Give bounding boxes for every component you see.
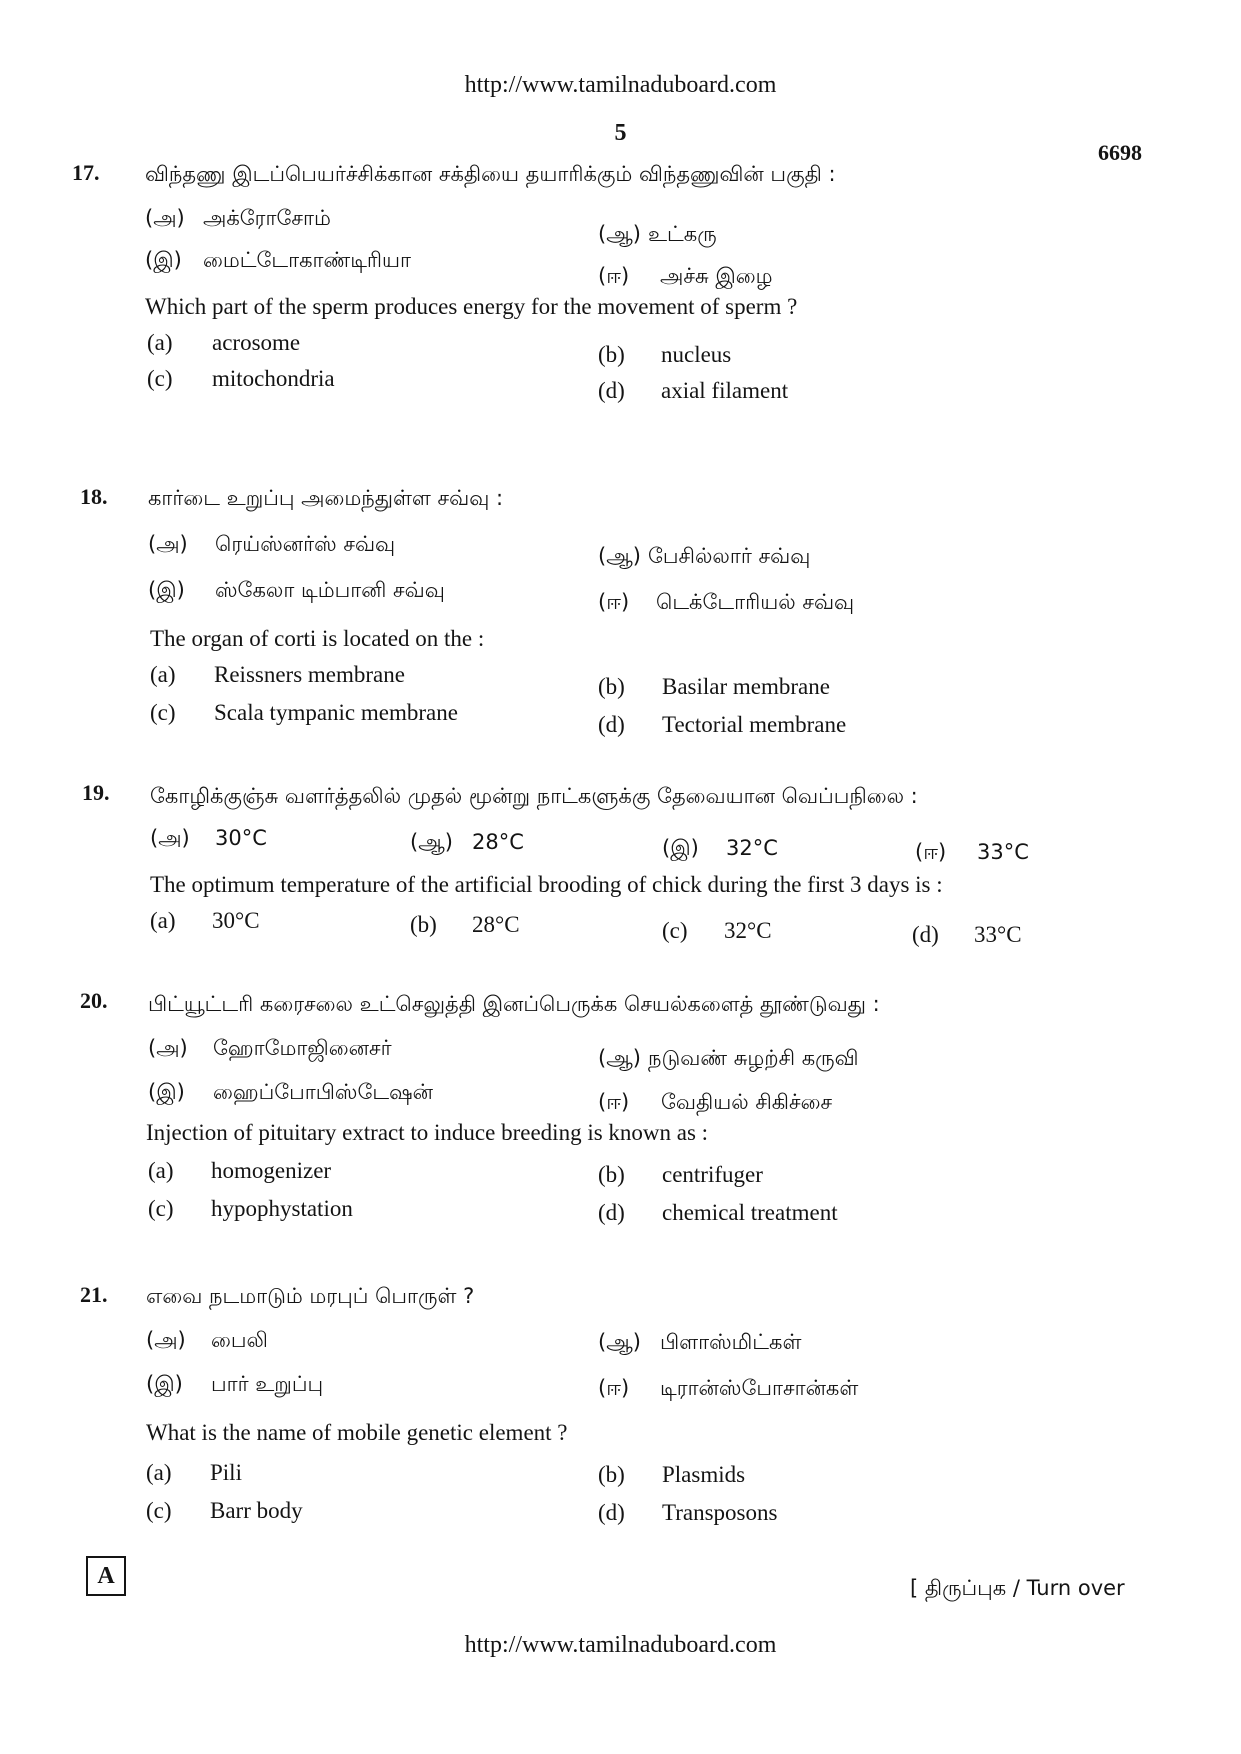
option-label: (அ) <box>146 1328 186 1352</box>
option-text: 28°C <box>472 912 520 937</box>
option-text: பைலி <box>211 1328 268 1352</box>
option-text: 32°C <box>726 836 778 860</box>
option-label: (ஈ) <box>598 1090 630 1114</box>
option-text: Pili <box>210 1460 242 1485</box>
option-text: 33°C <box>977 840 1029 864</box>
option-text: பார் உறுப்பு <box>211 1372 324 1396</box>
tamil-option <box>146 1328 268 1355</box>
option-label: (b) <box>598 674 625 699</box>
paper-code: 6698 <box>1098 140 1142 165</box>
option-text: Scala tympanic membrane <box>214 700 458 725</box>
option-text: ரெய்ஸ்னர்ஸ் சவ்வு <box>215 532 396 556</box>
english-option <box>598 674 830 700</box>
english-option <box>147 330 300 356</box>
option-label: (c) <box>662 918 688 943</box>
option-label: (இ) <box>148 1080 185 1104</box>
option-text: அச்சு இழை <box>660 264 773 288</box>
tamil-option <box>148 1036 392 1063</box>
option-label: (இ) <box>146 1372 183 1396</box>
english-option <box>598 378 788 404</box>
page-number: 5 <box>614 120 627 146</box>
option-label: (ஆ) <box>410 830 453 854</box>
option-label: (a) <box>146 1460 172 1485</box>
option-label: (c) <box>147 366 173 391</box>
tamil-option <box>146 1372 323 1399</box>
option-text: Tectorial membrane <box>662 712 847 737</box>
english-question: The optimum temperature of the artificial brooding of chick during the first 3 days is : <box>150 872 943 897</box>
tamil-option <box>150 826 267 853</box>
english-question: Injection of pituitary extract to induce breeding is known as : <box>146 1120 709 1145</box>
option-label: (a) <box>147 330 173 355</box>
english-option <box>598 1162 763 1188</box>
english-option <box>150 662 405 688</box>
option-text: Basilar membrane <box>662 674 830 699</box>
series-box: A <box>86 1556 126 1596</box>
option-text: hypophystation <box>211 1196 353 1221</box>
tamil-option <box>148 532 395 559</box>
tamil-option <box>598 544 810 571</box>
option-text: பேசில்லார் சவ்வு <box>648 544 811 568</box>
tamil-option <box>662 836 778 863</box>
english-option <box>148 1158 331 1184</box>
option-label: (அ) <box>148 532 188 556</box>
english-option <box>148 1196 353 1222</box>
tamil-option <box>145 248 411 275</box>
option-text: நடுவண் சுழற்சி கருவி <box>648 1046 859 1070</box>
option-text: mitochondria <box>212 366 335 391</box>
tamil-question: கோழிக்குஞ்சு வளர்த்தலில் முதல் மூன்று நாட்களுக்கு தேவையான வெப்பநிலை : <box>150 784 918 808</box>
option-text: ஹைப்போபிஸ்டேஷன் <box>213 1080 433 1104</box>
option-label: (d) <box>598 1500 625 1525</box>
option-text: டிரான்ஸ்போசான்கள் <box>660 1376 859 1400</box>
option-text: Plasmids <box>662 1462 746 1487</box>
option-text: nucleus <box>661 342 732 367</box>
tamil-option <box>148 578 445 605</box>
english-option <box>150 908 260 934</box>
english-question: The organ of corti is located on the : <box>150 626 485 651</box>
option-text: உட்கரு <box>648 222 717 246</box>
option-text: centrifuger <box>662 1162 763 1187</box>
option-text: chemical treatment <box>662 1200 838 1225</box>
tamil-option <box>598 1376 858 1403</box>
option-label: (ஈ) <box>598 264 630 288</box>
option-label: (a) <box>148 1158 174 1183</box>
question-number: 18. <box>80 484 108 509</box>
option-text: 32°C <box>724 918 772 943</box>
option-text: வேதியல் சிகிச்சை <box>661 1090 833 1114</box>
english-question: Which part of the sperm produces energy for the movement of sperm ? <box>145 294 798 319</box>
option-text: acrosome <box>212 330 301 355</box>
option-label: (அ) <box>150 826 190 850</box>
tamil-question: பிட்யூட்டரி கரைசலை உட்செலுத்தி இனப்பெருக்க செயல்களைத் தூண்டுவது : <box>148 992 880 1016</box>
english-option <box>150 700 458 726</box>
option-text: Transposons <box>662 1500 778 1525</box>
english-question: What is the name of mobile genetic element ? <box>146 1420 568 1445</box>
question-number: 17. <box>72 160 100 185</box>
option-text: homogenizer <box>211 1158 332 1183</box>
english-option <box>598 1462 745 1488</box>
option-text: ஸ்கேலா டிம்பானி சவ்வு <box>215 578 445 602</box>
tamil-option <box>598 222 717 249</box>
option-label: (b) <box>598 1162 625 1187</box>
option-label: (இ) <box>145 248 182 272</box>
option-text: Barr body <box>210 1498 303 1523</box>
option-label: (c) <box>148 1196 174 1221</box>
option-text: பிளாஸ்மிட்கள் <box>660 1330 802 1354</box>
option-label: (b) <box>598 1462 625 1487</box>
option-text: டெக்டோரியல் சவ்வு <box>656 590 855 614</box>
english-option <box>598 342 731 368</box>
option-label: (ஆ) <box>598 1330 641 1354</box>
english-option <box>146 1498 303 1524</box>
tamil-option <box>598 1330 801 1357</box>
option-label: (c) <box>150 700 176 725</box>
english-option <box>147 366 335 392</box>
option-label: (இ) <box>148 578 185 602</box>
tamil-question: எவை நடமாடும் மரபுப் பொருள் ? <box>146 1284 475 1308</box>
tamil-option <box>145 206 331 233</box>
footer-url: http://www.tamilnaduboard.com <box>464 1632 777 1658</box>
tamil-question: விந்தணு இடப்பெயர்ச்சிக்கான சக்தியை தயாரிக்கும் விந்தணுவின் பகுதி : <box>145 162 836 186</box>
option-text: மைட்டோகாண்டிரியா <box>203 248 412 272</box>
english-option <box>146 1460 242 1486</box>
option-label: (a) <box>150 908 176 933</box>
option-label: (d) <box>912 922 939 947</box>
header-url: http://www.tamilnaduboard.com <box>464 72 777 98</box>
tamil-option <box>598 1046 859 1073</box>
option-label: (d) <box>598 378 625 403</box>
option-text: 33°C <box>974 922 1022 947</box>
option-label: (அ) <box>145 206 185 230</box>
option-text: 30°C <box>212 908 260 933</box>
option-label: (ஈ) <box>598 1376 630 1400</box>
option-label: (ஆ) <box>598 544 641 568</box>
english-option <box>410 912 520 938</box>
option-label: (d) <box>598 1200 625 1225</box>
tamil-option <box>598 1090 832 1117</box>
option-label: (ஈ) <box>598 590 630 614</box>
english-option <box>598 712 846 738</box>
option-text: axial filament <box>661 378 789 403</box>
option-text: 30°C <box>215 826 267 850</box>
tamil-option <box>915 840 1029 867</box>
option-label: (c) <box>146 1498 172 1523</box>
option-label: (d) <box>598 712 625 737</box>
tamil-option <box>598 590 854 617</box>
option-label: (இ) <box>662 836 699 860</box>
option-text: அக்ரோசோம் <box>203 206 331 230</box>
option-label: (ஈ) <box>915 840 947 864</box>
question-number: 19. <box>82 780 110 805</box>
option-label: (அ) <box>148 1036 188 1060</box>
option-label: (a) <box>150 662 176 687</box>
question-number: 20. <box>80 988 108 1013</box>
question-number: 21. <box>80 1282 108 1307</box>
option-label: (b) <box>410 912 437 937</box>
tamil-option <box>148 1080 433 1107</box>
option-label: (b) <box>598 342 625 367</box>
tamil-option <box>598 264 773 291</box>
turn-over-label: [ திருப்புக / Turn over <box>910 1576 1125 1600</box>
option-label: (ஆ) <box>598 222 641 246</box>
tamil-option <box>410 830 524 857</box>
english-option <box>912 922 1022 948</box>
english-option <box>598 1200 838 1226</box>
option-label: (ஆ) <box>598 1046 641 1070</box>
tamil-question: கார்டை உறுப்பு அமைந்துள்ள சவ்வு : <box>148 486 504 510</box>
option-text: 28°C <box>472 830 524 854</box>
option-text: Reissners membrane <box>214 662 405 687</box>
english-option <box>662 918 772 944</box>
english-option <box>598 1500 777 1526</box>
option-text: ஹோமோஜினைசர் <box>213 1036 392 1060</box>
